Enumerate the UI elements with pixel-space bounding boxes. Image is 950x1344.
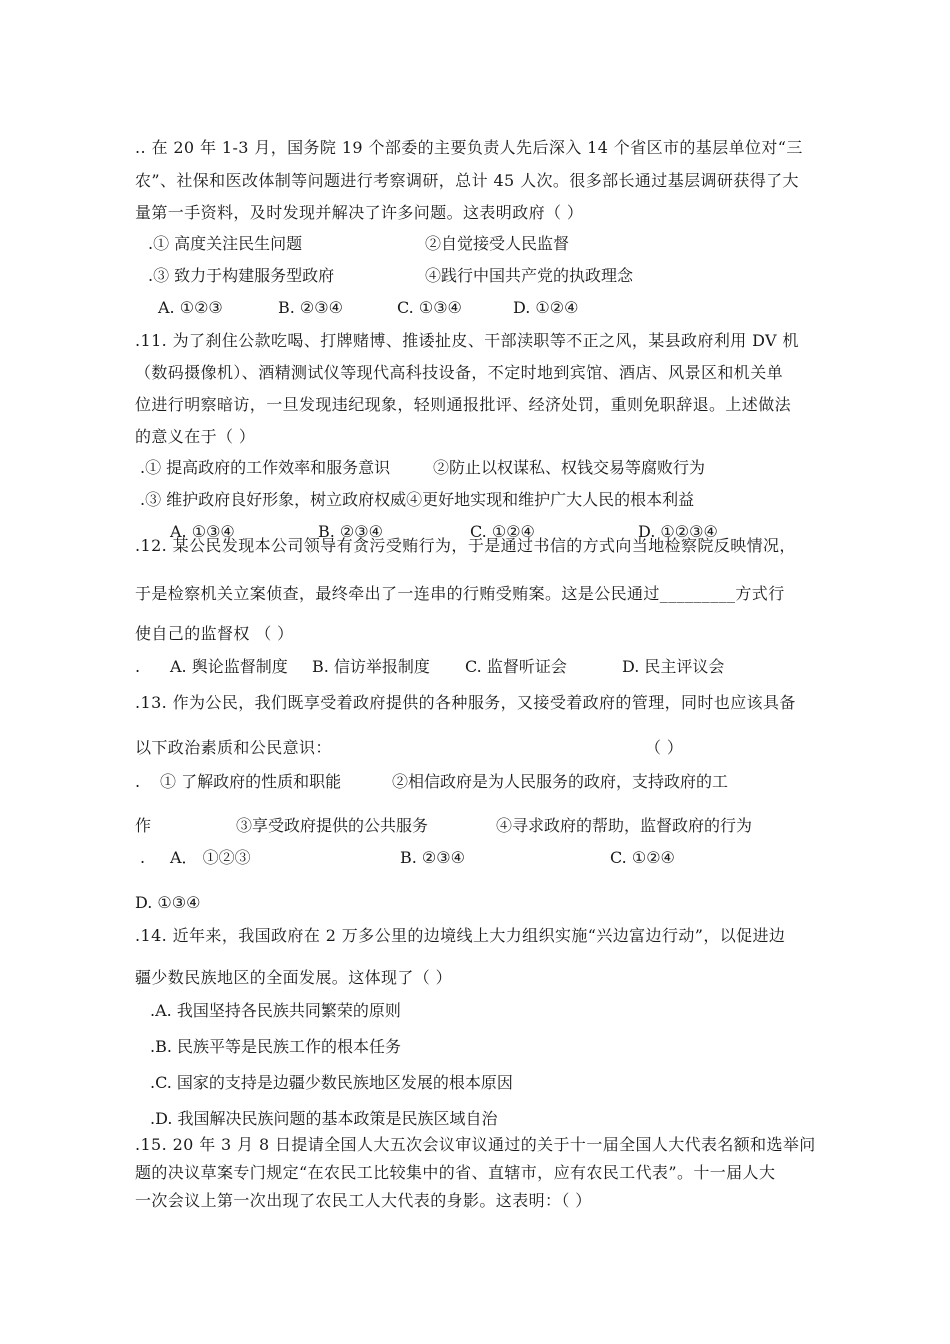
q10-item-3: .③ 致力于构建服务型政府 [148,266,335,285]
q10-line-1: .. 在 20 年 1-3 月，国务院 19 个部委的主要负责人先后深入 14 个省区市的基层单位对“三 [135,138,803,157]
q10-item-4: ④践行中国共产党的执政理念 [425,266,634,285]
q13-option-c: C. ①②④ [610,848,675,867]
q11-item-3: .③ 维护政府良好形象，树立政府权威④更好地实现和维护广大人民的根本利益 [140,490,695,509]
q13-item-marker: . [135,772,141,791]
q12-option-a: A. 舆论监督制度 [170,657,288,676]
q10-option-b: B. ②③④ [278,298,343,317]
q11-option-d: D. ①②③④ [638,522,718,541]
q13-item-2: ②相信政府是为人民服务的政府，支持政府的工 [392,772,729,791]
q12-line-3: 使自己的监督权 （ ） [135,624,294,643]
q13-answer-bracket: （ ） [645,738,684,757]
q11-item-2: ②防止以权谋私、权钱交易等腐败行为 [433,458,706,477]
q14-option-b: .B. 民族平等是民族工作的根本任务 [150,1037,402,1056]
q13-item-2-cont: 作 [135,816,152,835]
q10-line-2: 农”、社保和医改体制等问题进行考察调研，总计 45 人次。很多部长通过基层调研获得了大 [135,171,799,190]
q10-item-2: ②自觉接受人民监督 [425,234,570,253]
q13-item-1: ① 了解政府的性质和职能 [160,772,342,791]
q10-option-c: C. ①③④ [397,298,462,317]
q13-item-3: ③享受政府提供的公共服务 [236,816,429,835]
q11-item-1: .① 提高政府的工作效率和服务意识 [140,458,391,477]
q15-line-2: 题的决议草案专门规定“在农民工比较集中的省、直辖市，应有农民工代表”。十一届人大 [135,1163,776,1182]
q10-line-3: 量第一手资料，及时发现并解决了许多问题。这表明政府（ ） [135,203,584,222]
q11-option-b: B. ②③④ [318,522,383,541]
q11-line-3: 位进行明察暗访，一旦发现违纪现象，轻则通报批评、经济处罚，重则免职辞退。上述做法 [135,395,792,414]
q12-option-marker: . [135,657,141,676]
q13-line-2: 以下政治素质和公民意识： [135,738,332,757]
q11-line-2: （数码摄像机）、酒精测试仪等现代高科技设备，不定时地到宾馆、酒店、风景区和机关单 [135,363,784,382]
q12-option-d: D. 民主评议会 [622,657,725,676]
q13-line-1: .13. 作为公民，我们既享受着政府提供的各种服务，又接受着政府的管理，同时也应该具备 [135,693,796,712]
q11-line-4: 的意义在于（ ） [135,427,256,446]
q10-option-a: A. ①②③ [158,298,223,317]
q14-line-1: .14. 近年来，我国政府在 2 万多公里的边境线上大力组织实施“兴边富边行动”，以促进边 [135,926,786,945]
q14-line-2: 疆少数民族地区的全面发展。这体现了（ ） [135,968,453,987]
q13-option-d: D. ①③④ [135,893,201,912]
q13-item-4: ④寻求政府的帮助，监督政府的行为 [496,816,753,835]
q11-line-1: .11. 为了刹住公款吃喝、打牌赌博、推诿扯皮、干部渎职等不正之风，某县政府利用 DV 机 [135,331,799,350]
q14-option-d: .D. 我国解决民族问题的基本政策是民族区域自治 [150,1109,498,1128]
q12-line-1: .12. 某公民发现本公司领导有贪污受贿行为，于是通过书信的方式向当地检察院反映情况， [135,536,796,555]
q10-option-d: D. ①②④ [513,298,579,317]
q15-line-1: .15. 20 年 3 月 8 日提请全国人大五次会议审议通过的关于十一届全国人大代表名额和选举问 [135,1135,816,1154]
q11-option-c: C. ①②④ [470,522,535,541]
q12-option-b: B. 信访举报制度 [312,657,430,676]
q10-item-1: .① 高度关注民生问题 [148,234,303,253]
q13-option-a: A． ①②③ [170,848,251,867]
q13-option-marker: . [140,848,146,867]
q12-line-2: 于是检察机关立案侦查，最终牵出了一连串的行贿受贿案。这是公民通过_________方式行 [135,584,785,603]
q15-line-3: 一次会议上第一次出现了农民工人大代表的身影。这表明：（ ） [135,1191,592,1210]
q13-option-b: B. ②③④ [400,848,465,867]
q14-option-a: .A. 我国坚持各民族共同繁荣的原则 [150,1001,401,1020]
q11-option-a: A. ①③④ [170,522,235,541]
q14-option-c: .C. 国家的支持是边疆少数民族地区发展的根本原因 [150,1073,513,1092]
q12-option-c: C. 监督听证会 [465,657,567,676]
